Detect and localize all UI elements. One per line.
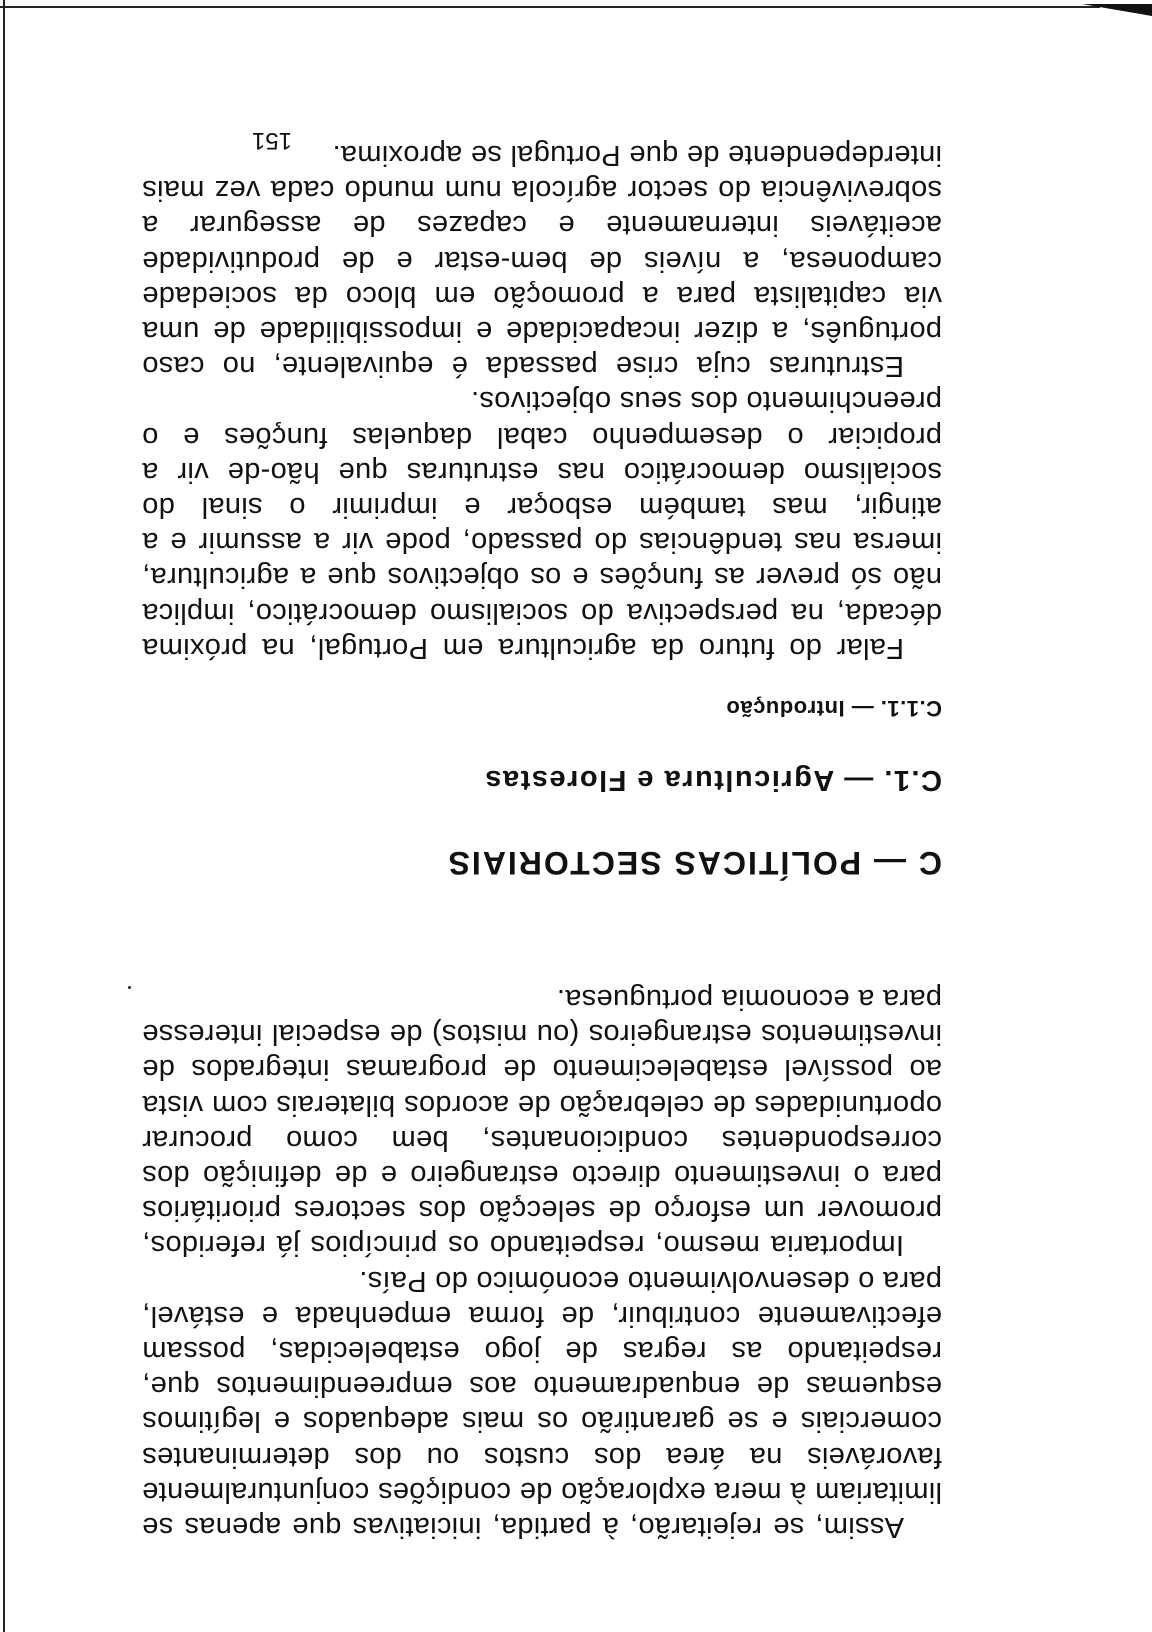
body-paragraph: Falar do futuro da agricultura em Portugal, na próxima década, na perspectiva do socialismo democrático, implica não só prever as funções e os objectivos que a agricultura, imersa nas tendências do passado, pode vir a assumir e a atingir, mas também esboçar e imprimir o sinal do socialismo democrático nas estruturas que hão-de vir a propiciar o desempenho cabal daquelas funções e o preenchimento dos seus objectivos. — [142, 385, 942, 664]
page-number: 151 — [251, 127, 292, 154]
page-body — [142, 137, 942, 1544]
subsection-heading: C.1. — Agricultura e Florestas — [483, 763, 942, 796]
body-paragraph: Estruturas cuja crise passada é equivalente, no caso português, a dizer incapacidade e impossibilidade de uma via capitalista para a promoção em bloco da sociedade camponesa, a níveis de bem-estar e de produtividade aceitáveis internamente e capazes de assegurar a sobrevivência do sector agrícola num mundo cada vez mais interdependente de que Portugal se aproxima. — [142, 138, 942, 383]
section-heading: C — POLÍTICAS SECTORIAIS — [446, 844, 942, 881]
body-paragraph: Importaria mesmo, respeitando os princípios já referidos, promover um esforço de selecção dos sectores prioritários para o investimento directo estrangeiro e de definição dos correspondentes condicionantes, bem como procurar oportunidades de celebração de acordos bilaterais com vista ao possível estabelecimento de programas integrados de investimentos estrangeiros (ou mistos) de especial interesse para a economia portuguesa. — [142, 982, 942, 1262]
subsubsection-heading: C.1.1. — Introdução — [725, 695, 942, 721]
body-paragraph: Assim, se rejeitarão, à partida, iniciativas que apenas se limitariam à mera exploração de condições conjunturalmente favoráveis na área dos custos ou dos determinantes comerciais e se garantirão os mais adequados e legítimos esquemas de enquadramento aos empreendimentos que, respeitando as regras de jogo estabelecidas, possam efectivamente contribuir, de forma empenhada e estável, para o desenvolvimento económico do País. — [142, 1264, 942, 1543]
